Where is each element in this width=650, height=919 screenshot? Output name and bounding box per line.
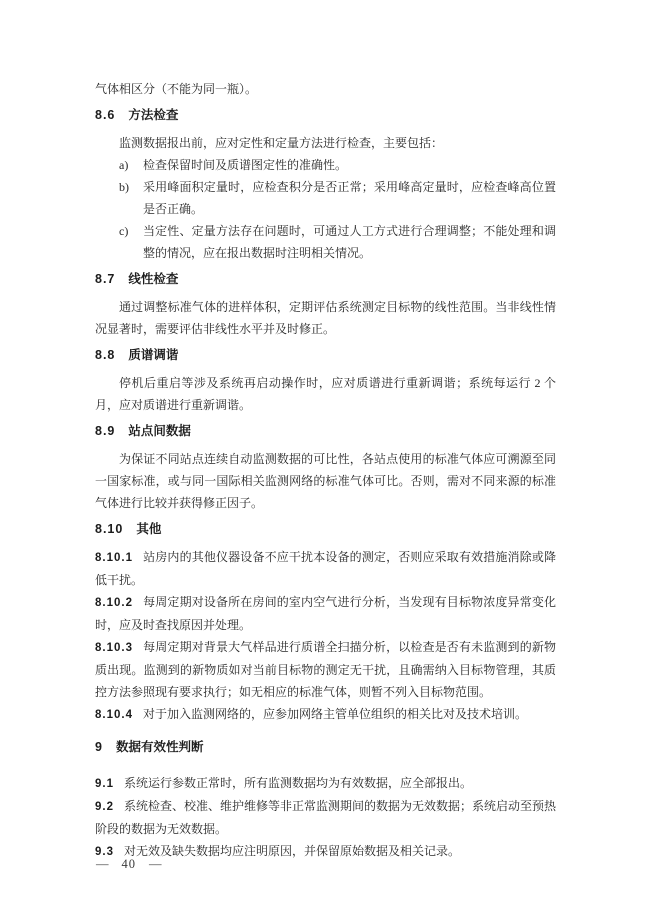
footer-dash-left: —: [96, 857, 109, 871]
clause: [95, 840, 556, 863]
page-content: [95, 78, 556, 863]
paragraph: 监测数据报出前，应对定性和定量方法进行检查，主要包括：: [119, 136, 444, 150]
section-title: 其他: [136, 522, 162, 536]
section-8-9: [95, 420, 556, 514]
clause-number: 8.10.4: [95, 709, 133, 721]
paragraph: 停机后重启等涉及系统再启动操作时，应对质谱进行重新调谐；系统每运行 2 个月，应对质谱进行重新调谐。: [95, 376, 556, 412]
list-item: [95, 176, 556, 220]
clause-text: 站房内的其他仪器设备不应干扰本设备的测定，否则应采取有效措施消除或降低干扰。: [95, 550, 556, 587]
clause: [95, 591, 556, 636]
list-item: [95, 220, 556, 264]
footer-page-number: 40: [121, 857, 136, 871]
item-text: 采用峰面积定量时，应检查积分是否正常；采用峰高定量时，应检查峰高位置是否正确。: [143, 180, 556, 216]
footer-dash-right: —: [149, 857, 162, 871]
item-label: c): [119, 224, 129, 238]
clause: [95, 795, 556, 840]
section-8-8: [95, 344, 556, 416]
section-title: 线性检查: [128, 272, 179, 286]
clause-number: 9.2: [95, 801, 114, 813]
clause-number: 8.10.1: [95, 552, 133, 564]
item-text: 检查保留时间及质谱图定性的准确性。: [143, 158, 348, 172]
paragraph: 通过调整标准气体的进样体积，定期评估系统测定目标物的线性范围。当非线性情况显著时，需要评估非线性水平并及时修正。: [95, 300, 556, 336]
section-heading: [95, 344, 556, 366]
clause: [95, 703, 556, 726]
clause-text: 系统检查、校准、维护维修等非正常监测期间的数据为无效数据；系统启动至预热阶段的数据为无效数据。: [95, 799, 557, 836]
section-heading: [95, 420, 556, 442]
section-title: 方法检查: [128, 108, 179, 122]
clause-text: 对于加入监测网络的，应参加网络主管单位组织的相关比对及技术培训。: [142, 707, 527, 721]
section-9: [95, 736, 556, 863]
list-item: [95, 154, 556, 176]
section-number: 8.8: [95, 348, 116, 362]
clause-text: 每周定期对背景大气样品进行质谱全扫描分析，以检查是否有未监测到的新物质出现。监测到的新物质如对当前目标物的测定无干扰，且确需纳入目标物管理，其质控方法参照现有要求执行；如无相应的标准气体，则暂不列入目标物范围。: [95, 640, 556, 699]
clause-number: 9.1: [95, 778, 114, 790]
section-title: 站点间数据: [128, 424, 191, 438]
item-label: b): [119, 180, 129, 194]
continuation-paragraph: 气体相区分（不能为同一瓶）。: [95, 82, 258, 96]
clause-number: 9.3: [95, 846, 114, 858]
clause: [95, 636, 556, 703]
clause-number: 8.10.3: [95, 642, 133, 654]
item-text: 当定性、定量方法存在问题时，可通过人工方式进行合理调整；不能处理和调整的情况，应在报出数据时注明相关情况。: [143, 224, 556, 260]
clause: [95, 772, 556, 795]
section-8-10: [95, 518, 556, 726]
section-number: 8.7: [95, 272, 116, 286]
chapter-heading: [95, 736, 556, 758]
clause-number: 8.10.2: [95, 597, 133, 609]
section-number: 8.10: [95, 522, 124, 536]
paragraph: 为保证不同站点连续自动监测数据的可比性，各站点使用的标准气体应可溯源至同一国家标准，或与同一国际相关监测网络的标准气体可比。否则，需对不同来源的标准气体进行比较并获得修正因子。: [95, 452, 556, 510]
chapter-title: 数据有效性判断: [115, 740, 204, 754]
section-number: 8.9: [95, 424, 116, 438]
section-heading: [95, 104, 556, 126]
section-8-7: [95, 268, 556, 340]
clause-text: 对无效及缺失数据均应注明原因，并保留原始数据及相关记录。: [124, 844, 461, 858]
page-footer: [96, 855, 162, 873]
clause-text: 每周定期对设备所在房间的室内空气进行分析，当发现有目标物浓度异常变化时，应及时查找原因并处理。: [95, 595, 556, 632]
item-label: a): [119, 158, 129, 172]
section-number: 8.6: [95, 108, 116, 122]
section-title: 质谱调谐: [128, 348, 179, 362]
clause: [95, 546, 556, 591]
section-8-6: [95, 104, 556, 264]
clause-text: 系统运行参数正常时，所有监测数据均为有效数据，应全部报出。: [124, 776, 473, 790]
section-heading: [95, 268, 556, 290]
chapter-number: 9: [95, 740, 103, 754]
section-heading: [95, 518, 556, 540]
